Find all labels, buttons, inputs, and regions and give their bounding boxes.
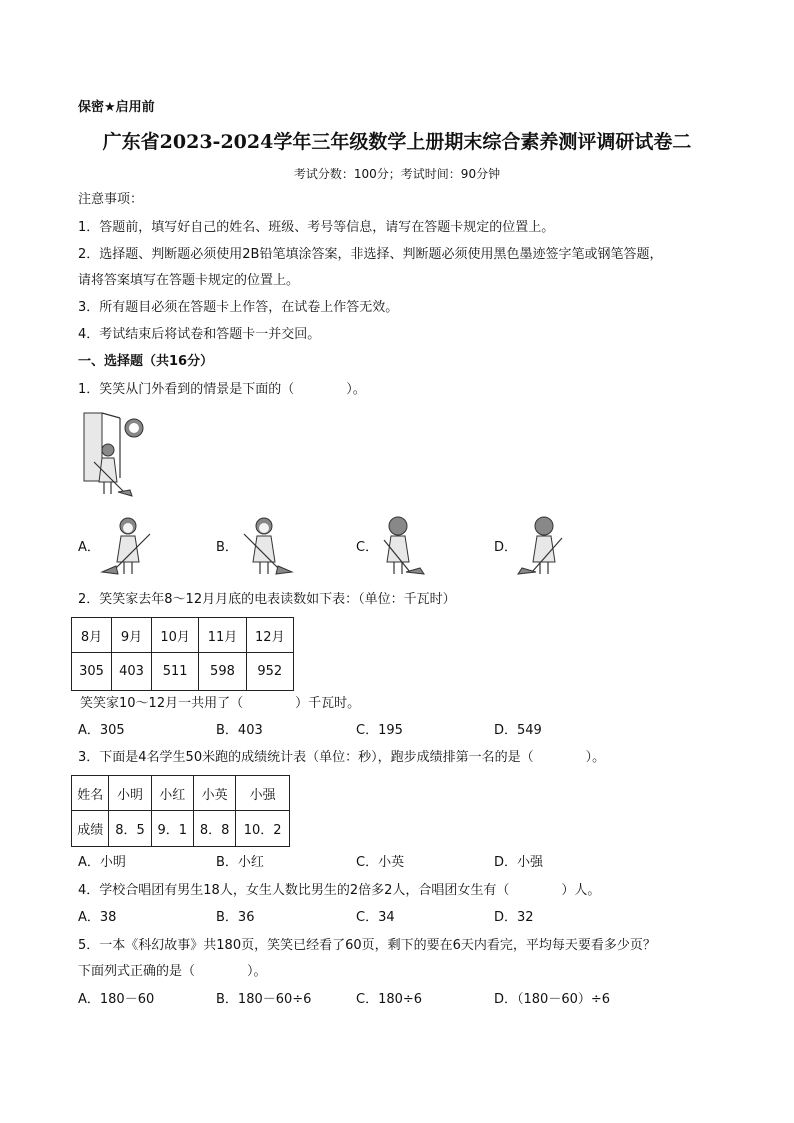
table-cell: 小强 [236, 776, 290, 811]
table-cell: 305 [72, 653, 112, 691]
question-3-option-b[interactable]: B．小红 [216, 855, 264, 870]
girl-sweeping-back-image [376, 514, 436, 578]
question-5-option-b[interactable]: B．180－60÷6 [216, 992, 312, 1007]
question-2-stem-continued: 笑笑家10～12月一共用了（ ）千瓦时。 [80, 696, 361, 711]
question-4-option-d[interactable]: D．32 [494, 910, 534, 925]
question-1-option-c[interactable]: C． [356, 540, 379, 555]
table-cell: 598 [199, 653, 246, 691]
question-3-stem: 3．下面是4名学生50米跑的成绩统计表（单位：秒），跑步成绩排第一名的是（ ）。 [78, 750, 606, 765]
question-5-option-c[interactable]: C．180÷6 [356, 992, 423, 1007]
table-row [72, 811, 290, 847]
table-header-row [72, 776, 290, 811]
question-4-option-a[interactable]: A．38 [78, 910, 117, 925]
notice-item: 4．考试结束后将试卷和答题卡一并交回。 [78, 327, 321, 342]
question-2-stem: 2．笑笑家去年8～12月月底的电表读数如下表：（单位：千瓦时） [78, 592, 456, 607]
girl-sweeping-back-mirrored-image [514, 514, 574, 578]
table-cell: 511 [152, 653, 199, 691]
notice-item: 请将答案填写在答题卡规定的位置上。 [78, 273, 300, 288]
table-cell: 小明 [109, 776, 151, 811]
girl-sweeping-front-mirrored-image [236, 514, 296, 578]
question-5-stem-continued: 下面列式正确的是（ ）。 [78, 964, 267, 979]
notice-item: 1．答题前，填写好自己的姓名、班级、考号等信息，请写在答题卡规定的位置上。 [78, 220, 555, 235]
table-cell: 成绩 [72, 811, 109, 847]
exam-title: 广东省2023-2024学年三年级数学上册期末综合素养测评调研试卷二 [102, 131, 692, 153]
table-cell: 403 [112, 653, 152, 691]
table-cell: 8．8 [193, 811, 235, 847]
table-cell: 姓名 [72, 776, 109, 811]
question-2-option-d[interactable]: D．549 [494, 723, 542, 738]
exam-subtitle: 考试分数：100分；考试时间：90分钟 [293, 167, 501, 181]
table-cell: 9．1 [151, 811, 193, 847]
question-1-option-b[interactable]: B． [216, 540, 238, 555]
section-heading: 一、选择题（共16分） [78, 354, 214, 369]
running-score-table [71, 775, 290, 847]
notice-heading: 注意事项： [78, 192, 144, 207]
question-1-option-a[interactable]: A． [78, 540, 100, 555]
confidential-label: 保密★启用前 [78, 100, 155, 115]
question-5-option-a[interactable]: A．180－60 [78, 992, 155, 1007]
question-4-option-c[interactable]: C．34 [356, 910, 395, 925]
question-2-option-b[interactable]: B．403 [216, 723, 263, 738]
table-cell: 12月 [246, 618, 293, 653]
table-cell: 10月 [152, 618, 199, 653]
question-5-stem: 5．一本《科幻故事》共180页，笑笑已经看了60页，剩下的要在6天内看完，平均每天要看多少页？ [78, 938, 656, 953]
question-1-option-d[interactable]: D． [494, 540, 518, 555]
table-cell: 11月 [199, 618, 246, 653]
question-2-option-c[interactable]: C．195 [356, 723, 403, 738]
question-5-option-d[interactable]: D．（180－60）÷6 [494, 992, 611, 1007]
question-3-option-a[interactable]: A．小明 [78, 855, 126, 870]
girl-sweeping-front-image [98, 514, 158, 578]
question-2-option-a[interactable]: A．305 [78, 723, 125, 738]
table-cell: 9月 [112, 618, 152, 653]
table-row [72, 653, 294, 691]
question-1-stem: 1．笑笑从门外看到的情景是下面的（ ）。 [78, 382, 366, 397]
table-cell: 小红 [151, 776, 193, 811]
table-cell: 8．5 [109, 811, 151, 847]
door-scene-image [78, 410, 148, 498]
notice-item: 3．所有题目必须在答题卡上作答，在试卷上作答无效。 [78, 300, 399, 315]
notice-item: 2．选择题、判断题必须使用2B铅笔填涂答案，非选择、判断题必须使用黑色墨迹签字笔或钢笔答题， [78, 247, 663, 262]
question-4-stem: 4．学校合唱团有男生18人，女生人数比男生的2倍多2人，合唱团女生有（ ）人。 [78, 883, 601, 898]
table-cell: 10．2 [236, 811, 290, 847]
table-header-row [72, 618, 294, 653]
electricity-meter-table [71, 617, 294, 691]
question-3-option-c[interactable]: C．小英 [356, 855, 405, 870]
table-cell: 952 [246, 653, 293, 691]
question-3-option-d[interactable]: D．小强 [494, 855, 544, 870]
question-4-option-b[interactable]: B．36 [216, 910, 255, 925]
table-cell: 小英 [193, 776, 235, 811]
table-cell: 8月 [72, 618, 112, 653]
